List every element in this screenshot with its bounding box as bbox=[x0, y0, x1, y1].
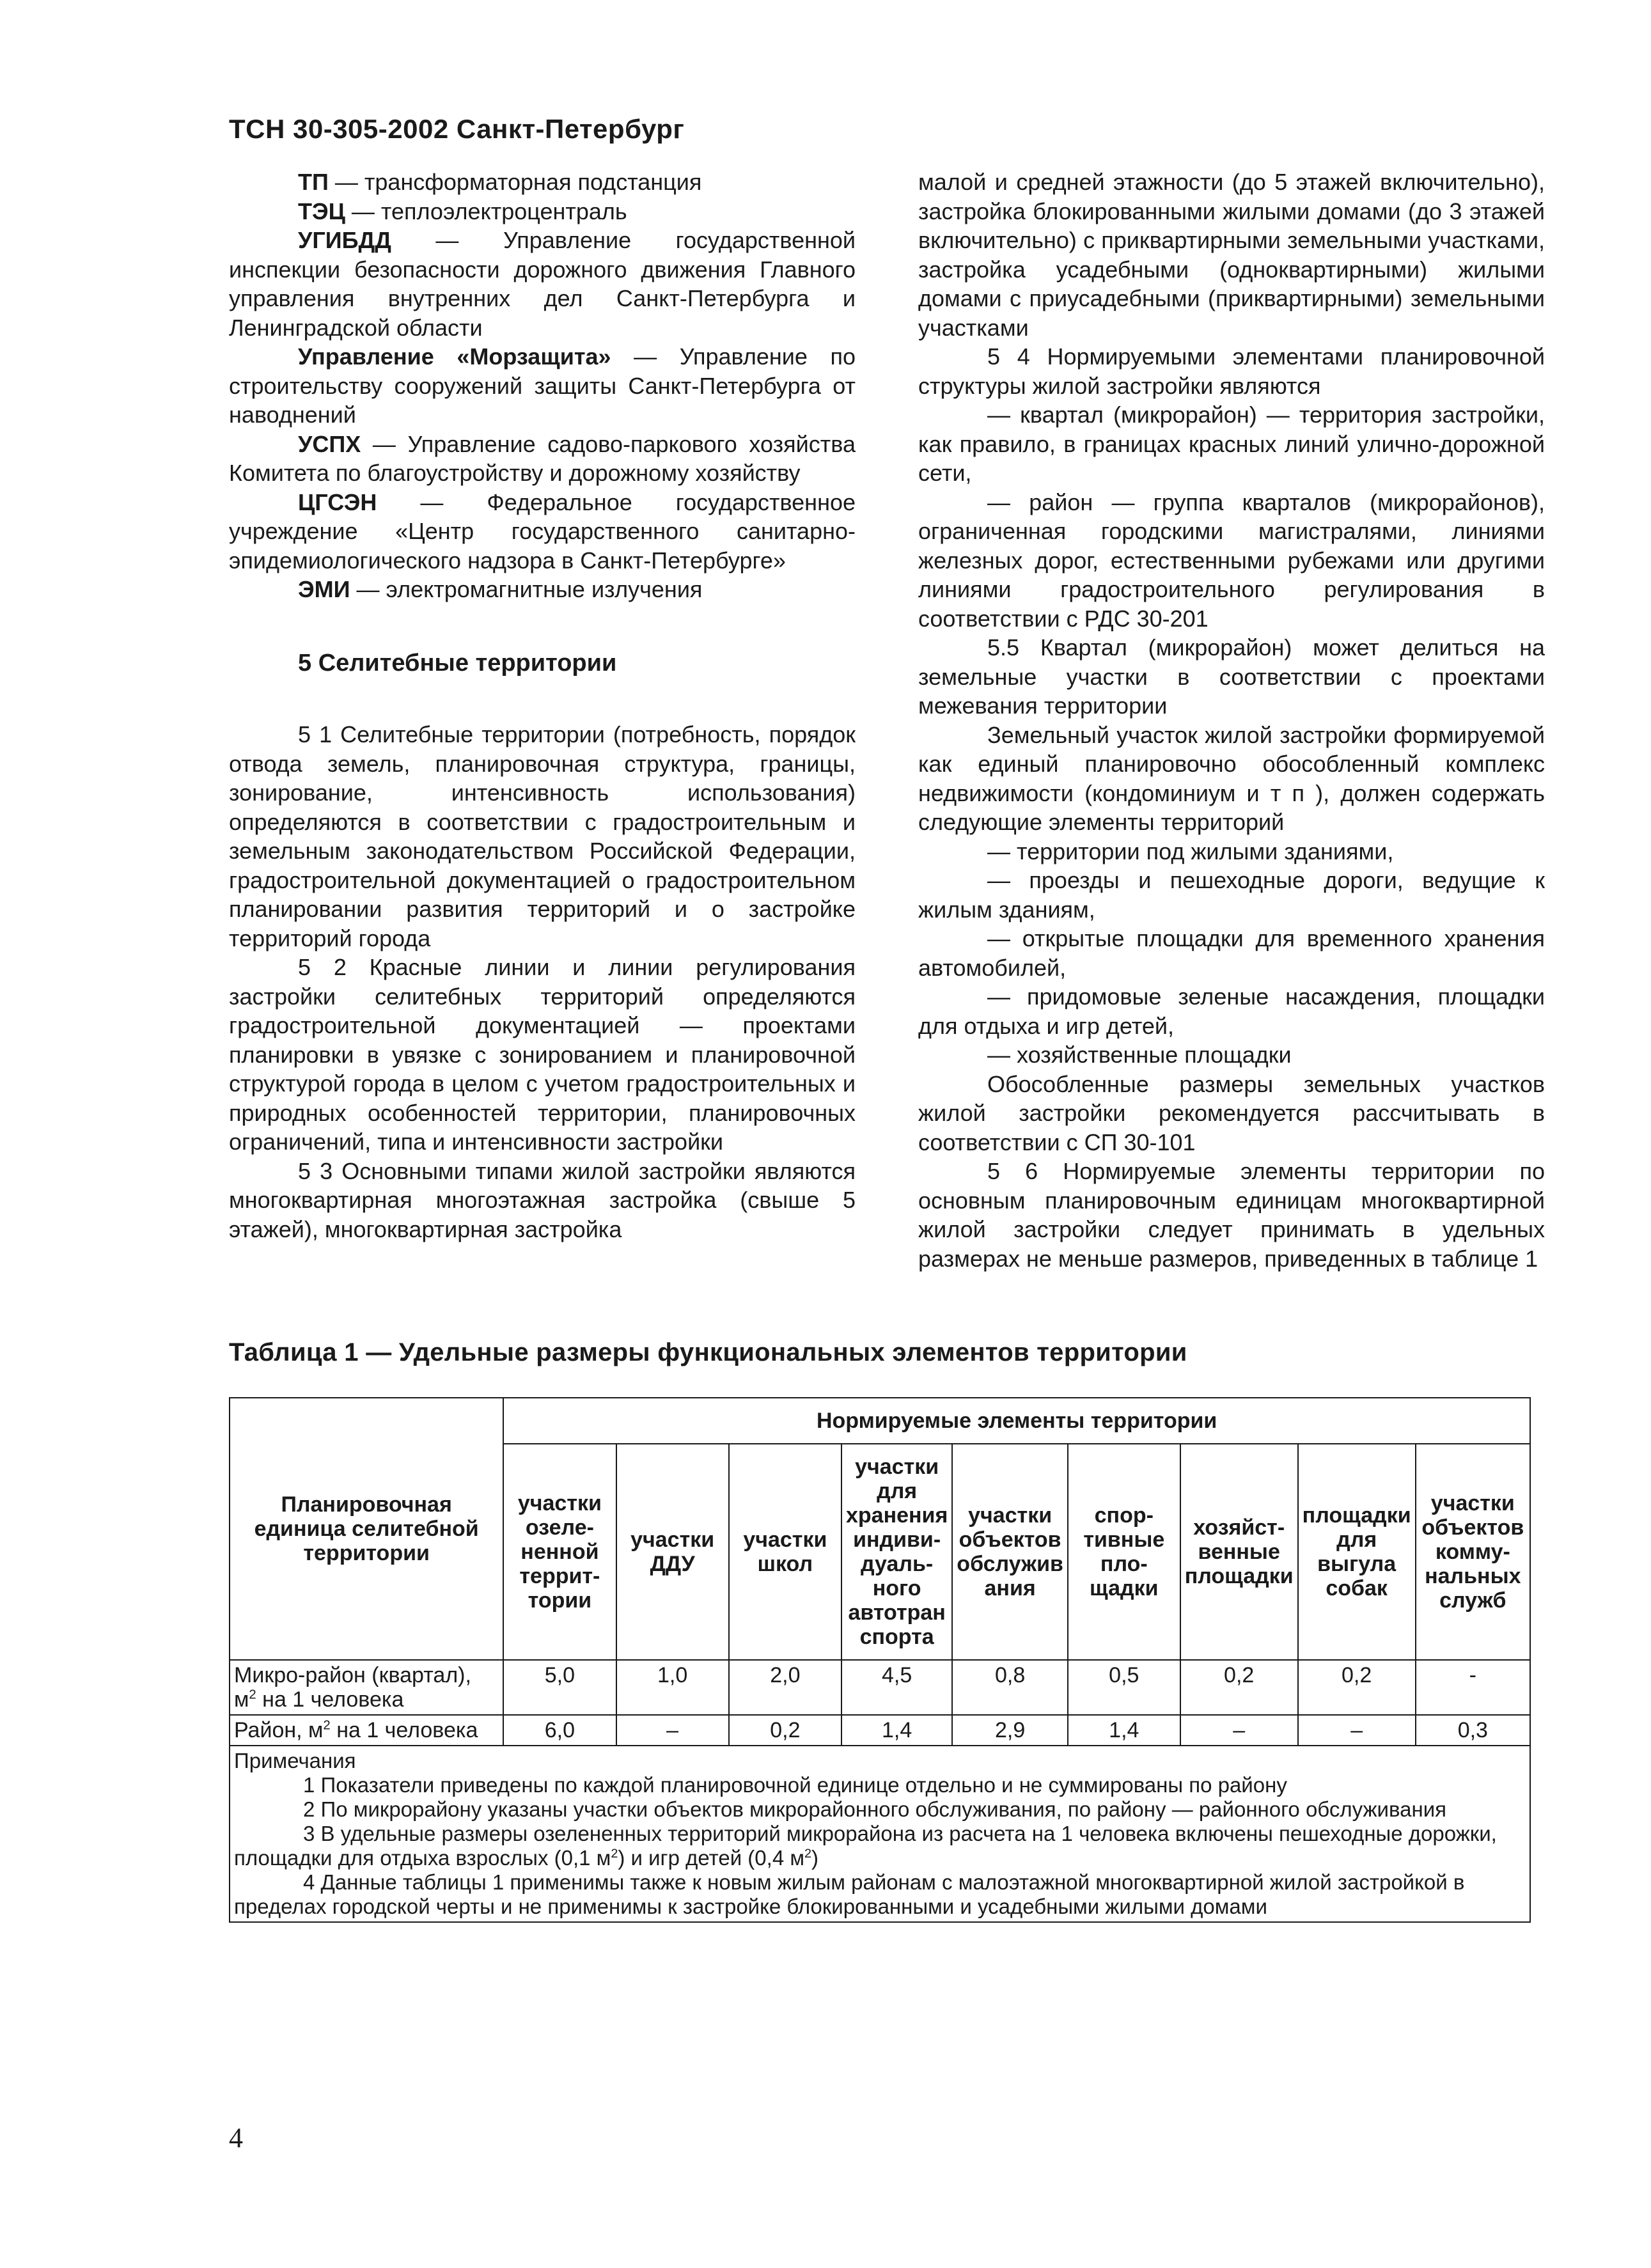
table-cell: 0,2 bbox=[1298, 1660, 1416, 1715]
list-item: — территории под жилыми зданиями, bbox=[987, 838, 1394, 864]
row-label: Микро-район (квартал), $м^2$ на 1 человека bbox=[230, 1660, 503, 1715]
table-notes-row bbox=[230, 1746, 1530, 1922]
note-2: 2 По микрорайону указаны участки объектов микрорайонного обслуживания, по району — районного обслуживания bbox=[303, 1797, 1447, 1821]
right-column bbox=[918, 168, 1545, 1273]
abbr-emi: ЭМИ — электромагнитные излучения bbox=[298, 576, 703, 602]
paragraph-5-4: 5 4 Нормируемыми элементами планировочной структуры жилой застройки являются bbox=[918, 343, 1545, 399]
abbr-uspx: УСПХ — Управление садово-паркового хозяйства Комитета по благоустройству и дорожному хозяйству bbox=[229, 430, 856, 486]
table-cell: – bbox=[1298, 1715, 1416, 1746]
abbr-tec: ТЭЦ — теплоэлектроцентраль bbox=[298, 198, 627, 224]
table-cell: 0,3 bbox=[1416, 1715, 1530, 1746]
table-cell: 2,0 bbox=[729, 1660, 841, 1715]
table-header-cell: хозяйст-венные площадки bbox=[1180, 1444, 1298, 1660]
list-item: — придомовые зеленые насаждения, площадки для отдыха и игр детей, bbox=[918, 983, 1545, 1039]
table-cell: 2,9 bbox=[952, 1715, 1068, 1746]
table-cell: – bbox=[616, 1715, 729, 1746]
table-header-cell: участки школ bbox=[729, 1444, 841, 1660]
list-item: — открытые площадки для временного хранения автомобилей, bbox=[918, 925, 1545, 981]
table-cell: 4,5 bbox=[841, 1660, 952, 1715]
list-item: — проезды и пешеходные дороги, ведущие к жилым зданиям, bbox=[918, 867, 1545, 923]
table-cell: 1,0 bbox=[616, 1660, 729, 1715]
table-row bbox=[230, 1715, 1530, 1746]
list-item: — хозяйственные площадки bbox=[987, 1042, 1292, 1068]
paragraph-5-5-c: Обособленные размеры земельных участков жилой застройки рекомендуется рассчитывать в соответствии с СП 30-101 bbox=[918, 1070, 1545, 1155]
page-number: 4 bbox=[229, 2122, 243, 2154]
table-cell: 0,2 bbox=[729, 1715, 841, 1746]
table-header-cell: площадки для выгула собак bbox=[1298, 1444, 1416, 1660]
table-header-cell: участки объектов обслужив ания bbox=[952, 1444, 1068, 1660]
paragraph-5-6: 5 6 Нормируемые элементы территории по основным планировочным единицам многоквартирной жилой застройки следует принимать в удельных размерах не меньше размеров, приведенных в таблице 1 bbox=[918, 1158, 1545, 1272]
table-cell: 1,4 bbox=[841, 1715, 952, 1746]
table-group-header: Нормируемые элементы территории bbox=[503, 1398, 1530, 1444]
left-column bbox=[229, 168, 856, 1244]
paragraph-5-3-continued: малой и средней этажности (до 5 этажей включительно), застройка блокированными жилыми домами (до 3 этажей включительно) с приквартирными земельными участками, застройка усадебными (одноквартирными) жилыми домами с приусадебными (приквартирными) земельными участками bbox=[918, 169, 1545, 341]
paragraph-5-5: 5.5 Квартал (микрорайон) может делиться на земельные участки в соответствии с проектами межевания территории bbox=[918, 634, 1545, 719]
paragraph-5-1: 5 1 Селитебные территории (потребность, порядок отвода земель, планировочная структура, границы, зонирование, интенсивность использования) определяются в соответствии с градостроительным и земельным законодательством Российской Федерации, градостроительной документацией о градостроительном планировании развития территорий и о застройке территорий города bbox=[229, 721, 856, 951]
paragraph-5-2: 5 2 Красные линии и линии регулирования застройки селитебных территорий определяются градостроительной документацией — проектами планировки в увязке с зонированием и планировочной структурой города в целом с учетом градостроительных и природных особенностей территории, планировочных ограничений, типа и интенсивности застройки bbox=[229, 954, 856, 1155]
table-notes bbox=[230, 1746, 1530, 1922]
table-cell: 6,0 bbox=[503, 1715, 616, 1746]
table-header-cell: участки ДДУ bbox=[616, 1444, 729, 1660]
table-row bbox=[230, 1660, 1530, 1715]
table-cell: 1,4 bbox=[1068, 1715, 1180, 1746]
table-cell: 0,5 bbox=[1068, 1660, 1180, 1715]
note-3: 3 В удельные размеры озелененных территорий микрорайона из расчета на 1 человека включены пешеходные дорожки, площадки для отдыха взрослых (0,1 $м^2$) и игр детей (0,4 $м^2$) bbox=[234, 1822, 1497, 1870]
table-caption: Таблица 1 — Удельные размеры функциональных элементов территории bbox=[229, 1338, 1187, 1366]
row-label: Район, $м^2$ на 1 человека bbox=[230, 1715, 503, 1746]
table-header-row bbox=[230, 1398, 1530, 1444]
table-header-cell: участки объектов комму-нальных служб bbox=[1416, 1444, 1530, 1660]
document-header: ТСН 30-305-2002 Санкт-Петербург bbox=[229, 114, 685, 144]
list-item: — район — группа кварталов (микрорайонов), ограниченная городскими магистралями, линиями железных дорог, естественными рубежами или другими линиями градостроительного регулирования в соответствии с РДС 30-201 bbox=[918, 489, 1545, 632]
note-1: 1 Показатели приведены по каждой планировочной единице отдельно и не суммированы по району bbox=[303, 1773, 1287, 1797]
table-cell: 5,0 bbox=[503, 1660, 616, 1715]
note-4: 4 Данные таблицы 1 применимы также к новым жилым районам с малоэтажной многоквартирной жилой застройкой в пределах городской черты и не применимы к застройке блокированными и усадебными жилыми домами bbox=[234, 1870, 1465, 1918]
abbr-ugibdd: УГИБДД — Управление государственной инспекции безопасности дорожного движения Главного управления внутренних дел Санкт-Петербурга и Ленинградской области bbox=[229, 227, 856, 341]
section-title: 5 Селитебные территории bbox=[298, 649, 617, 676]
abbr-cgsen: ЦГСЭН — Федеральное государственное учреждение «Центр государственного санитарно-эпидемиологического надзора в Санкт-Петербурге» bbox=[229, 489, 856, 574]
paragraph-5-3: 5 3 Основными типами жилой застройки являются многоквартирная многоэтажная застройка (свыше 5 этажей), многоквартирная застройка bbox=[229, 1157, 856, 1242]
paragraph-5-5-b: Земельный участок жилой застройки формируемой как единый планировочно обособленный комплекс недвижимости (кондоминиум и т п ), должен содержать следующие элементы территорий bbox=[918, 721, 1545, 835]
table-cell: 0,2 bbox=[1180, 1660, 1298, 1715]
list-item: — квартал (микрорайон) — территория застройки, как правило, в границах красных линий улично-дорожной сети, bbox=[918, 402, 1545, 486]
table-header-cell: спор-тивные пло-щадки bbox=[1068, 1444, 1180, 1660]
table-header-cell: участки для хранения индиви-дуаль-ного автотран спорта bbox=[841, 1444, 952, 1660]
notes-title: Примечания bbox=[234, 1749, 356, 1772]
table-cell: – bbox=[1180, 1715, 1298, 1746]
table-cell: - bbox=[1416, 1660, 1530, 1715]
abbr-morzashchita: Управление «Морзащита» — Управление по строительству сооружений защиты Санкт-Петербурга от наводнений bbox=[229, 343, 856, 428]
table-cell: 0,8 bbox=[952, 1660, 1068, 1715]
table-header-cell: Планировочная единица селитебной территории bbox=[230, 1398, 503, 1660]
data-table bbox=[229, 1397, 1531, 1923]
table-header-cell: участки озеле-ненной террит-тории bbox=[503, 1444, 616, 1660]
abbr-tp: ТП — трансформаторная подстанция bbox=[298, 169, 702, 195]
